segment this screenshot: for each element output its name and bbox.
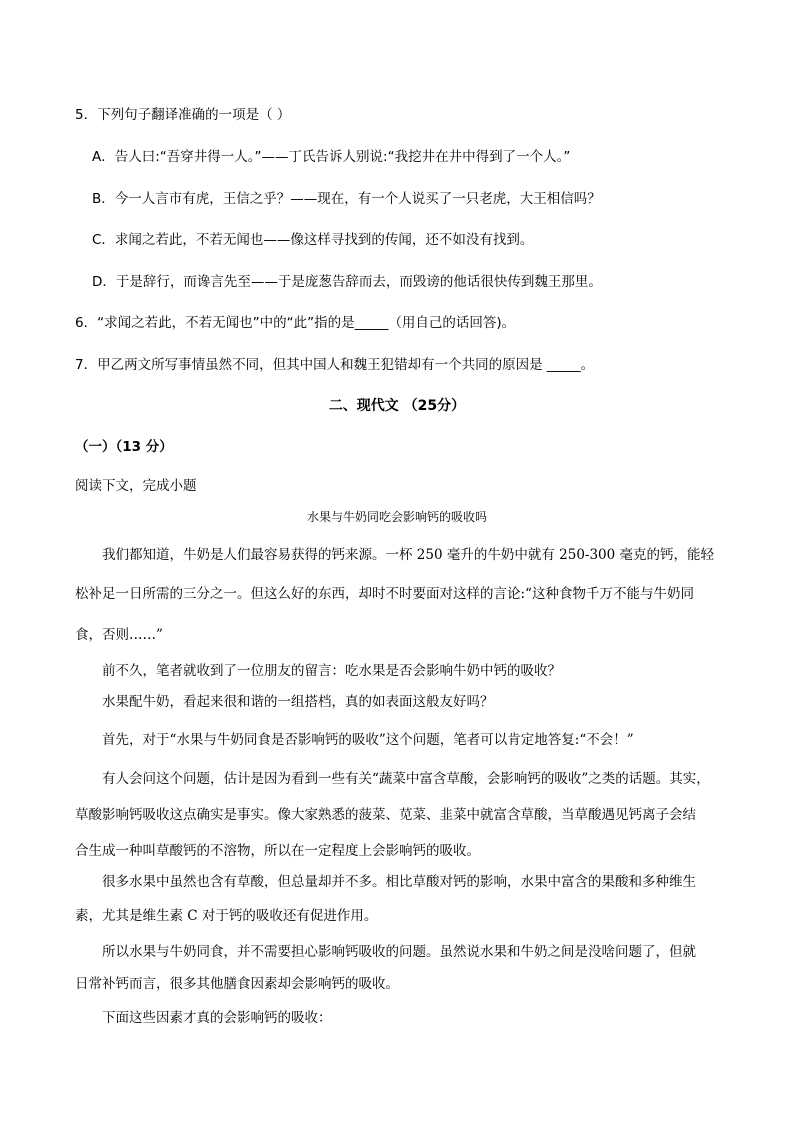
- question-7: 7．甲乙两文所写事情虽然不同，但其中国人和魏王犯错却有一个共同的原因是 _____。: [75, 357, 595, 373]
- article-line: 合生成一种叫草酸钙的不溶物，所以在一定程度上会影响钙的吸收。: [75, 843, 480, 859]
- article-line: 食，否则……”: [75, 627, 163, 643]
- question-5-option-c: C．求闻之若此，不若无闻也——像这样寻找到的传闻，还不如没有找到。: [92, 232, 534, 248]
- article-line: 我们都知道，牛奶是人们最容易获得的钙来源。一杯 250 毫升的牛奶中就有 250-300 毫克的钙，能轻: [102, 547, 715, 563]
- question-5-option-d: D．于是辞行，而谗言先至——于是庞葱告辞而去，而毁谤的他话很快传到魏王那里。: [92, 274, 602, 290]
- article-line: 有人会问这个问题，估计是因为看到一些有关“蔬菜中富含草酸，会影响钙的吸收”之类的话题。其实，: [102, 771, 710, 787]
- article-line: 很多水果中虽然也含有草酸，但总量却并不多。相比草酸对钙的影响，水果中富含的果酸和多种维生: [102, 874, 696, 890]
- article-title: 水果与牛奶同吃会影响钙的吸收吗: [306, 510, 487, 524]
- article-line: 所以水果与牛奶同食，并不需要担心影响钙吸收的问题。虽然说水果和牛奶之间是没啥问题了，但就: [102, 944, 696, 960]
- question-6: 6．“求闻之若此，不若无闻也”中的“此”指的是_____（用自己的话回答)。: [75, 315, 516, 331]
- article-line: 水果配牛奶，看起来很和谐的一组搭档，真的如表面这般友好吗？: [102, 694, 494, 710]
- section-instruction: 阅读下文，完成小题: [75, 478, 197, 494]
- question-5-stem: 5．下列句子翻译准确的一项是（ ）: [75, 107, 291, 123]
- article-line: 前不久，笔者就收到了一位朋友的留言：吃水果是否会影响牛奶中钙的吸收？: [102, 663, 561, 679]
- section-title: 二、现代文 （25分）: [328, 398, 466, 414]
- section-subtitle: （一）（13 分）: [75, 439, 173, 455]
- question-5-option-b: B．今一人言市有虎，王信之乎？——现在，有一个人说买了一只老虎，大王相信吗？: [92, 191, 601, 207]
- article-line: 素，尤其是维生素 C 对于钙的吸收还有促进作用。: [75, 908, 378, 924]
- article-line: 首先，对于“水果与牛奶同食是否影响钙的吸收”这个问题，笔者可以肯定地答复:“不会！”: [102, 732, 634, 748]
- article-line: 草酸影响钙吸收这点确实是事实。像大家熟悉的菠菜、苋菜、韭菜中就富含草酸，当草酸遇见钙离子会结: [75, 807, 696, 823]
- article-line: 日常补钙而言，很多其他膳食因素却会影响钙的吸收。: [75, 976, 399, 992]
- question-5-option-a: A．告人曰:“吾穿井得一人。”——丁氏告诉人别说:“我挖井在井中得到了一个人。”: [92, 149, 571, 165]
- article-line: 松补足一日所需的三分之一。但这么好的东西，却时不时要面对这样的言论:“这种食物千万不能与牛奶同: [75, 586, 694, 602]
- article-line: 下面这些因素才真的会影响钙的吸收：: [102, 1010, 332, 1026]
